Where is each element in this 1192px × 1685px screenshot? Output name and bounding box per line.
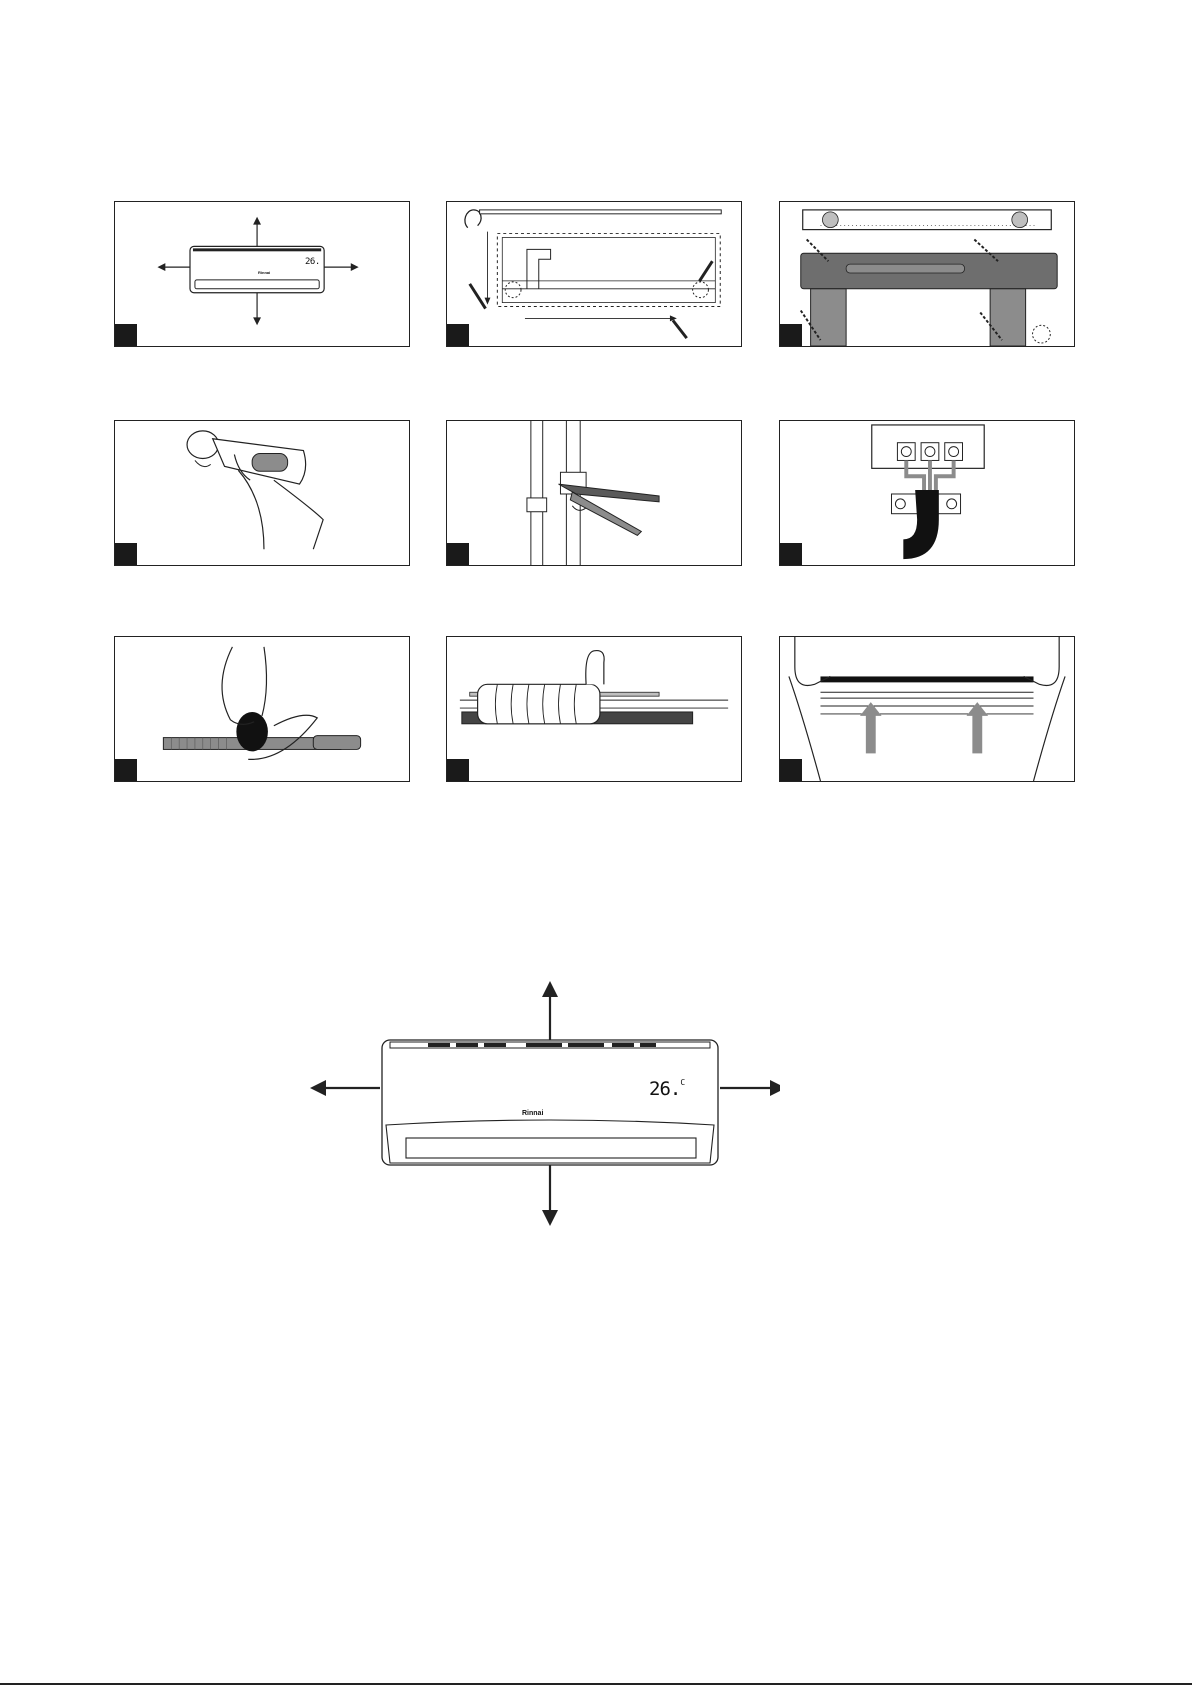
flare-pipe-illustration [447, 421, 741, 565]
step-5-panel [446, 420, 742, 566]
wrap-drain-hose-illustration [115, 637, 409, 781]
step-marker [447, 759, 469, 781]
wiring-terminal-illustration [780, 421, 1074, 565]
step-marker [780, 759, 802, 781]
indoor-unit-clearance-figure [300, 975, 780, 1235]
mini-brand-logo: Rinnai [258, 270, 271, 275]
step-4-panel [114, 420, 410, 566]
hang-unit-illustration [780, 637, 1074, 781]
mini-temperature-readout: 26. [305, 257, 320, 267]
tape-pipe-illustration [447, 637, 741, 781]
brand-logo: Rinnai [522, 1110, 544, 1117]
temperature-unit: C [680, 1078, 685, 1087]
step-6-panel [779, 420, 1075, 566]
step-marker [115, 759, 137, 781]
temperature-display [649, 1078, 684, 1100]
measure-plate-illustration [447, 202, 741, 346]
temperature-value: 26. [649, 1078, 681, 1100]
step-marker [447, 543, 469, 565]
drill-hole-illustration [115, 421, 409, 565]
indoor-unit-illustration [300, 975, 780, 1235]
step-marker [115, 543, 137, 565]
step-8-panel [446, 636, 742, 782]
step-3-panel [779, 201, 1075, 347]
step-marker [447, 324, 469, 346]
step-marker [780, 324, 802, 346]
step-marker [780, 543, 802, 565]
level-plate-illustration [780, 202, 1074, 346]
step-9-panel [779, 636, 1075, 782]
step-2-panel [446, 201, 742, 347]
step-1-panel [114, 201, 410, 347]
step-marker [115, 324, 137, 346]
step-7-panel [114, 636, 410, 782]
